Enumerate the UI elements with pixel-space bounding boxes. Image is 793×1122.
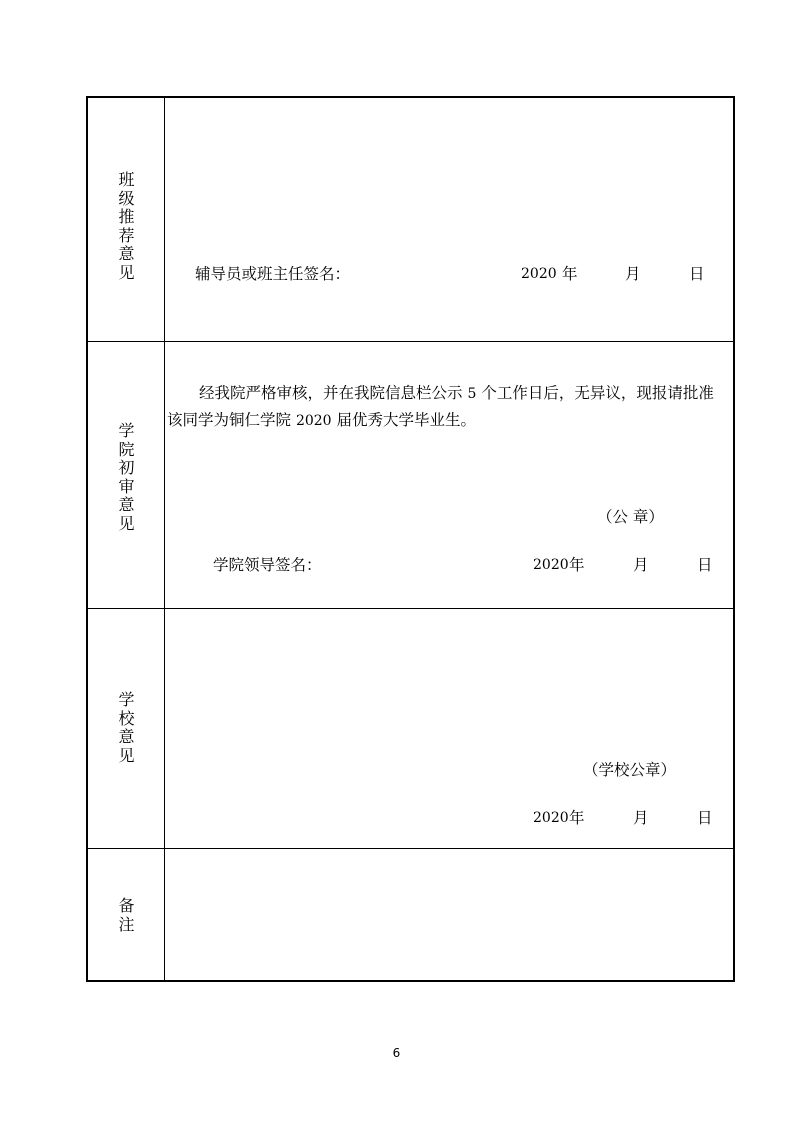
- year-value: 2020: [533, 557, 569, 573]
- college-review-row: [88, 342, 733, 609]
- class-recommendation-content[interactable]: [165, 98, 733, 341]
- paragraph-text: 该同学为铜仁学院: [167, 411, 292, 429]
- college-leader-signature-label: 学院领导签名：: [213, 556, 322, 574]
- year-value: 2020: [533, 810, 569, 826]
- remarks-row: [88, 849, 733, 980]
- label-char: 荐: [118, 225, 135, 245]
- month-unit: 月: [633, 556, 649, 574]
- paragraph-text: 经我院严格审核，并在我院信息栏公示: [199, 384, 463, 402]
- class-recommendation-row: [88, 98, 733, 342]
- label-char: 学: [118, 690, 135, 709]
- school-opinion-label-cell: [88, 609, 165, 848]
- year-unit: 年: [569, 809, 585, 827]
- review-paragraph-line1: [199, 383, 714, 404]
- school-opinion-content[interactable]: [165, 609, 733, 848]
- label-char: 意: [118, 495, 135, 514]
- month-unit: 月: [625, 265, 641, 283]
- school-opinion-row: [88, 609, 733, 849]
- remarks-label: [88, 897, 165, 934]
- college-review-label: [88, 422, 165, 533]
- label-char: 校: [118, 708, 135, 728]
- label-char: 初: [118, 458, 135, 477]
- day-unit: 日: [697, 556, 713, 574]
- label-char: 班: [118, 170, 135, 189]
- graduation-year: 2020: [295, 413, 332, 429]
- label-char: 见: [118, 745, 135, 765]
- label-char: 级: [118, 188, 135, 208]
- label-char: 注: [118, 914, 135, 934]
- year-unit: 年: [569, 556, 585, 574]
- year-value: 2020: [521, 266, 557, 282]
- label-char: 审: [118, 476, 135, 496]
- label-char: 意: [118, 727, 135, 746]
- class-recommendation-label-cell: [88, 98, 165, 341]
- class-recommendation-label: [88, 171, 165, 282]
- label-char: 见: [118, 513, 135, 533]
- college-seal-label: （公 章）: [597, 508, 664, 526]
- label-char: 学: [118, 421, 135, 440]
- review-paragraph-line2: [167, 410, 476, 431]
- day-unit: 日: [697, 809, 713, 827]
- label-char: 意: [118, 244, 135, 263]
- day-unit: 日: [689, 265, 705, 283]
- opinion-form-table: [86, 96, 735, 982]
- month-unit: 月: [633, 809, 649, 827]
- label-char: 见: [118, 262, 135, 282]
- counselor-signature-label: 辅导员或班主任签名：: [195, 265, 351, 283]
- remarks-content[interactable]: [165, 849, 733, 980]
- college-review-content[interactable]: [165, 342, 733, 608]
- page-number: 6: [392, 1046, 401, 1060]
- remarks-label-cell: [88, 849, 165, 980]
- year-unit: 年: [562, 265, 578, 283]
- paragraph-text: 届优秀大学毕业生。: [336, 411, 477, 429]
- publicity-days: 5: [467, 386, 477, 402]
- college-review-label-cell: [88, 342, 165, 608]
- school-opinion-label: [88, 691, 165, 765]
- label-char: 院: [118, 439, 135, 459]
- school-seal-label: （学校公章）: [583, 761, 677, 779]
- label-char: 推: [118, 207, 135, 226]
- paragraph-text: 个工作日后，无异议，现报请批准: [481, 384, 714, 402]
- label-char: 备: [118, 896, 135, 915]
